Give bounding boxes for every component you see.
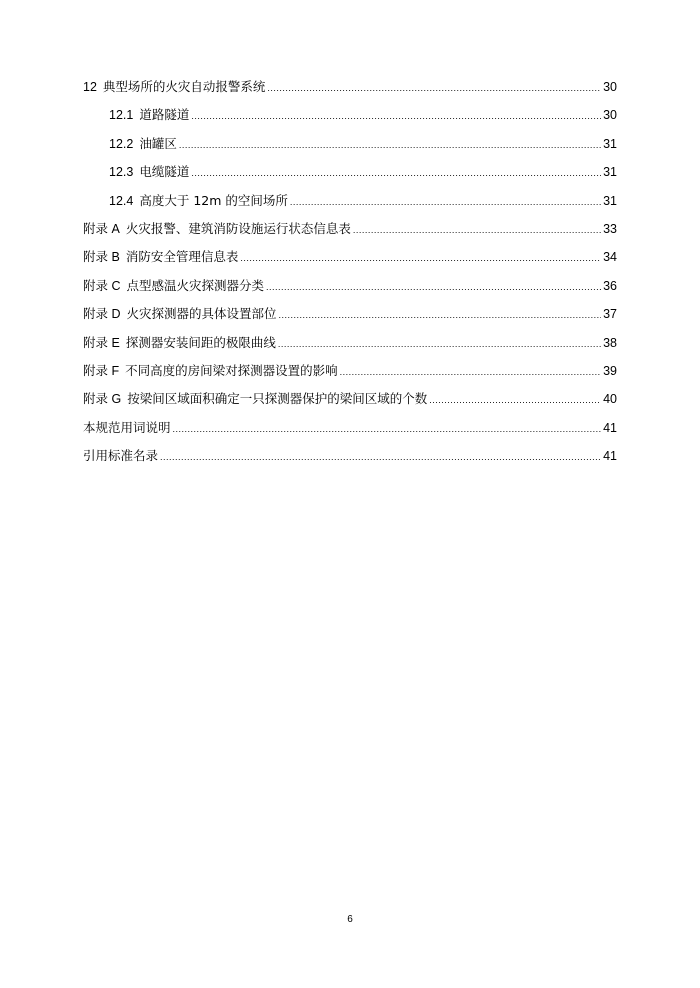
toc-entry-title: 高度大于 12m 的空间场所 xyxy=(139,192,288,208)
toc-entry-appendix-d[interactable] xyxy=(83,300,617,328)
toc-dot-leader xyxy=(191,102,601,130)
toc-entry-page: 30 xyxy=(603,80,617,94)
toc-entry-referenced-standards[interactable] xyxy=(83,442,617,470)
toc-entry-page: 41 xyxy=(603,449,617,464)
toc-entry-page: 34 xyxy=(603,250,617,265)
toc-entry-number: 附录 F xyxy=(83,363,120,378)
toc-dot-leader xyxy=(191,159,601,187)
toc-dot-leader xyxy=(160,443,601,471)
toc-entry-appendix-g[interactable] xyxy=(83,385,617,413)
toc-entry-page: 38 xyxy=(603,335,617,350)
toc-entry-appendix-f[interactable] xyxy=(83,357,617,385)
toc-entry-12[interactable] xyxy=(83,73,617,101)
table-of-contents xyxy=(83,73,617,470)
toc-entry-wording-explanation[interactable] xyxy=(83,414,617,442)
toc-dot-leader xyxy=(429,386,601,414)
toc-entry-page: 31 xyxy=(603,193,617,208)
toc-dot-leader xyxy=(279,301,602,329)
toc-dot-leader xyxy=(266,273,601,301)
toc-entry-12-3[interactable] xyxy=(83,158,617,186)
toc-entry-page: 37 xyxy=(603,307,617,322)
toc-entry-appendix-c[interactable] xyxy=(83,272,617,300)
toc-entry-number: 12.2 xyxy=(109,136,134,151)
toc-entry-title: 消防安全管理信息表 xyxy=(125,249,239,265)
toc-entry-title: 典型场所的火灾自动报警系统 xyxy=(102,79,266,94)
toc-entry-title: 探测器安装间距的极限曲线 xyxy=(125,334,276,350)
toc-entry-title: 火灾探测器的具体设置部位 xyxy=(126,306,277,322)
toc-entry-title: 本规范用词说明 xyxy=(83,419,171,435)
toc-dot-leader xyxy=(179,131,601,159)
toc-entry-page: 31 xyxy=(603,165,617,180)
toc-entry-number: 12.3 xyxy=(109,165,134,180)
toc-entry-appendix-a[interactable] xyxy=(83,215,617,243)
toc-entry-number: 12 xyxy=(83,80,97,94)
toc-entry-appendix-b[interactable] xyxy=(83,243,617,271)
toc-dot-leader xyxy=(267,74,601,102)
toc-entry-title: 引用标准名录 xyxy=(83,448,159,464)
toc-entry-number: 附录 D xyxy=(83,307,121,322)
toc-dot-leader xyxy=(278,330,601,358)
toc-entry-page: 36 xyxy=(603,278,617,293)
toc-dot-leader xyxy=(173,415,602,443)
toc-entry-title: 电缆隧道 xyxy=(139,164,190,180)
toc-entry-number: 附录 A xyxy=(83,221,120,236)
toc-entry-title: 火灾报警、建筑消防设施运行状态信息表 xyxy=(125,220,351,236)
toc-entry-number: 12.1 xyxy=(109,108,134,123)
toc-entry-title: 油罐区 xyxy=(139,135,177,151)
toc-entry-title: 道路隧道 xyxy=(139,107,190,123)
toc-entry-number: 附录 G xyxy=(83,392,122,407)
toc-entry-page: 31 xyxy=(603,136,617,151)
toc-entry-title: 点型感温火灾探测器分类 xyxy=(126,277,265,293)
toc-entry-number: 附录 B xyxy=(83,250,120,265)
toc-entry-page: 40 xyxy=(603,392,617,407)
toc-dot-leader xyxy=(340,358,601,386)
toc-entry-appendix-e[interactable] xyxy=(83,329,617,357)
toc-entry-12-2[interactable] xyxy=(83,130,617,158)
toc-entry-12-1[interactable] xyxy=(83,101,617,129)
toc-entry-number: 附录 E xyxy=(83,335,120,350)
toc-dot-leader xyxy=(290,188,601,216)
page-number: 6 xyxy=(347,914,353,925)
toc-entry-number: 12.4 xyxy=(109,193,134,208)
toc-entry-page: 30 xyxy=(603,108,617,123)
toc-dot-leader xyxy=(240,244,601,272)
toc-entry-title: 不同高度的房间梁对探测器设置的影响 xyxy=(125,362,338,378)
toc-entry-12-4[interactable] xyxy=(83,187,617,215)
toc-entry-number: 附录 C xyxy=(83,278,121,293)
toc-entry-page: 33 xyxy=(603,221,617,236)
toc-dot-leader xyxy=(353,216,601,244)
toc-entry-title: 按梁间区域面积确定一只探测器保护的梁间区域的个数 xyxy=(127,391,428,407)
toc-entry-page: 39 xyxy=(603,363,617,378)
toc-entry-page: 41 xyxy=(603,420,617,435)
